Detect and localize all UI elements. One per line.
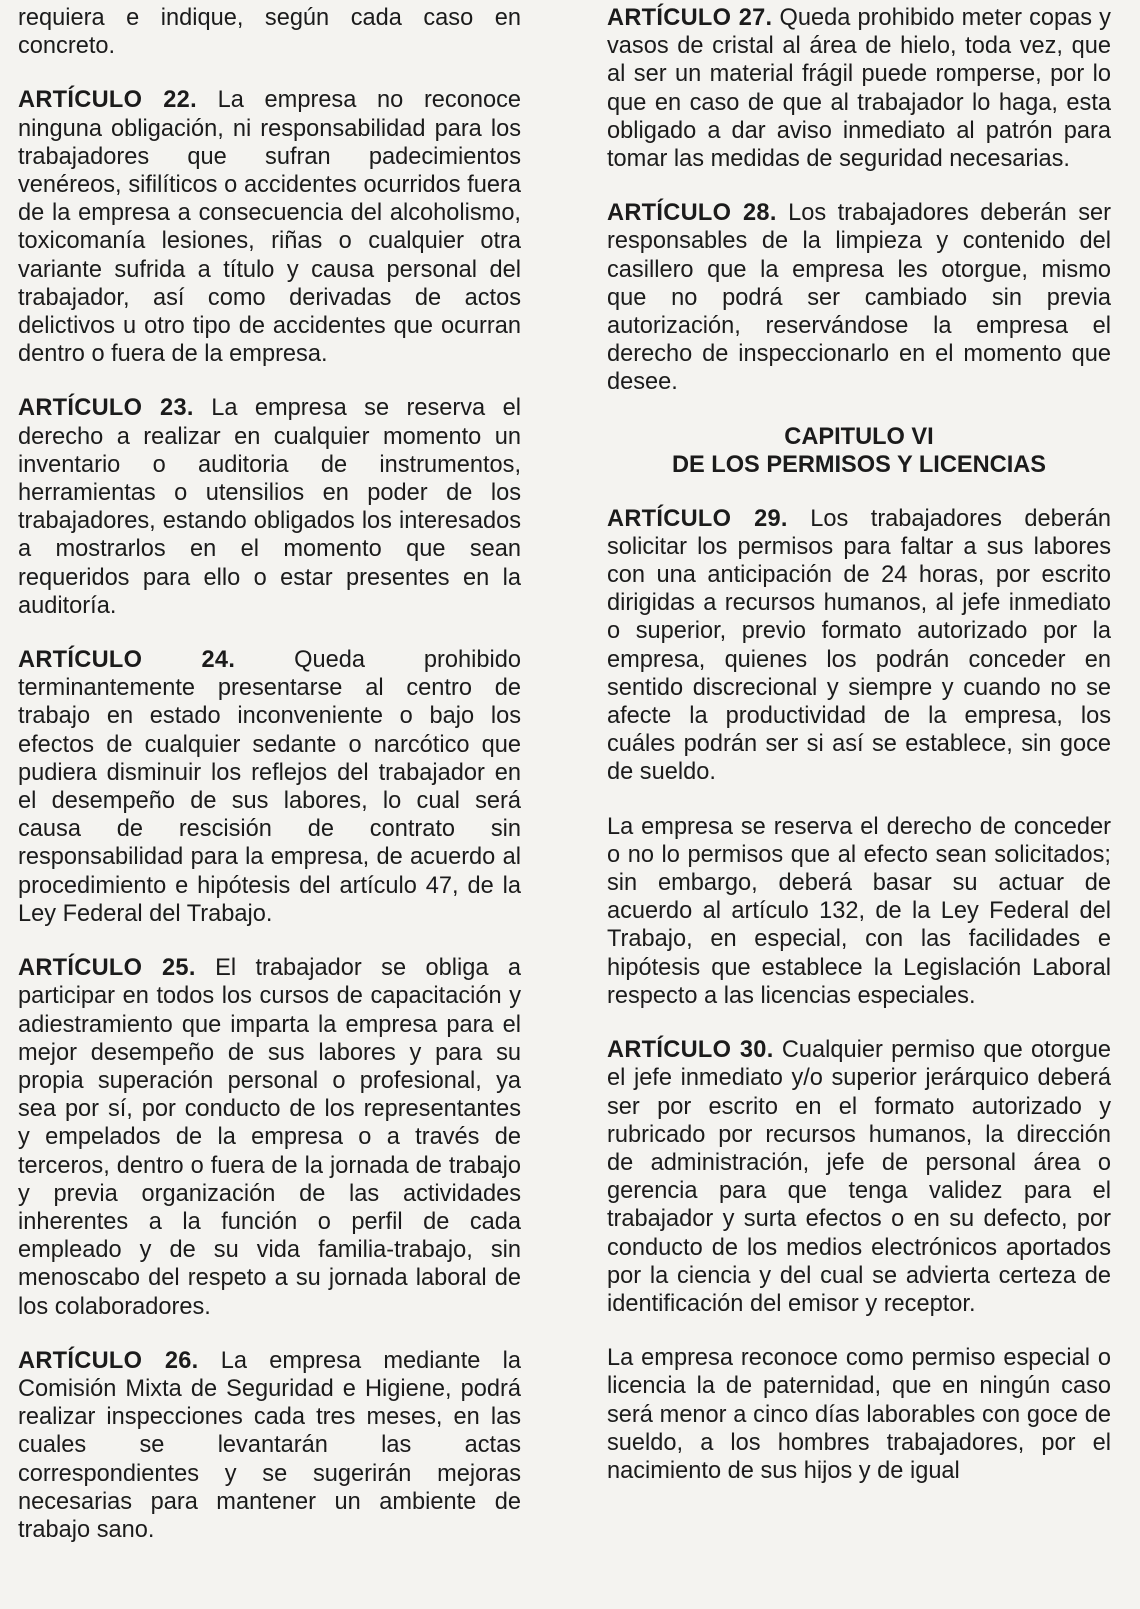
article-text: Los trabajadores deberán solicitar los permisos para faltar a sus labores con una anticipación de 24 horas, por escrito dirigidas a recursos humanos, al jefe inmediato o superior, previo formato autorizado por la empresa, quienes los podrán conceder en sentido discrecional y siempre y cuando no se afecte la productividad de la empresa, los cuáles podrán ser si así se establece, sin goce de sueldo.	[607, 505, 1111, 786]
article-text: El trabajador se obliga a participar en todos los cursos de capacitación y adiestramiento que imparta la empresa para el mejor desempeño de sus labores y para su propia superación personal o profesional, ya sea por sí, por conducto de los representantes y empelados de la empresa o a través de terceros, dentro o fuera de la jornada de trabajo y previa organización de las actividades inherentes a la función o perfil de cada empleado y de su vida familia-trabajo, sin menoscabo del respeto a su jornada laboral de los colaboradores.	[18, 955, 521, 1320]
left-column	[18, 4, 521, 1570]
article-22	[18, 86, 521, 368]
article-label: ARTÍCULO 23.	[18, 395, 194, 422]
article-label: ARTÍCULO 29.	[607, 505, 788, 532]
article-29-paragraph-2: La empresa se reserva el derecho de conceder o no lo permisos que al efecto sean solicitados; sin embargo, deberá basar su actuar de acuerdo al artículo 132, de la Ley Federal del Trabajo, en especial, con las facilidades e hipótesis que establece la Legislación Laboral respecto a las licencias especiales.	[607, 813, 1111, 1009]
article-label: ARTÍCULO 30.	[607, 1037, 774, 1064]
article-text: Los trabajadores deberán ser responsables de la limpieza y contenido del casillero que la empresa les otorgue, mismo que no podrá ser cambiado sin previa autorización, reservándose la empresa el derecho de inspeccionarlo en el momento que desee.	[607, 200, 1111, 396]
right-column	[607, 4, 1111, 1511]
article-26	[18, 1347, 521, 1544]
article-text: La empresa se reserva el derecho a realizar en cualquier momento un inventario o auditoria de instrumentos, herramientas o utensilios en poder de los trabajadores, estando obligados los interesados a mostrarlos en el momento que sean requeridos para ello o estar presentes en la auditoría.	[18, 395, 521, 619]
article-text: La empresa no reconoce ninguna obligación, ni responsabilidad para los trabajadores que sufran padecimientos venéreos, sifilíticos o accidentes ocurridos fuera de la empresa a consecuencia del alcoholismo, toxicomanía lesiones, riñas o cualquier otra variante sufrida a título y causa personal del trabajador, así como derivadas de actos delictivos u otro tipo de accidentes que ocurran dentro o fuera de la empresa.	[18, 87, 522, 368]
article-text: Queda prohibido terminantemente presentarse al centro de trabajo en estado inconveniente o bajo los efectos de cualquier sedante o narcótico que pudiera disminuir los reflejos del trabajador en el desempeño de sus labores, lo cual será causa de rescisión de contrato sin responsabilidad para la empresa, de acuerdo al procedimiento e hipótesis del artículo 47, de la Ley Federal del Trabajo.	[18, 647, 521, 927]
article-label: ARTÍCULO 26.	[18, 1347, 199, 1374]
article-label: ARTÍCULO 25.	[18, 955, 196, 982]
article-24	[18, 646, 521, 928]
chapter-heading	[607, 423, 1111, 479]
article-label: ARTÍCULO 28.	[607, 200, 777, 227]
article-text: La empresa mediante la Comisión Mixta de Seguridad e Higiene, podrá realizar inspecciones cada tres meses, en las cuales se levantarán las actas correspondientes y se sugerirán mejoras necesarias para mantener un ambiente de trabajo sano.	[18, 1347, 522, 1543]
article-29	[607, 505, 1111, 787]
article-label: ARTÍCULO 22.	[18, 87, 197, 114]
article-label: ARTÍCULO 24.	[18, 647, 236, 674]
article-25	[18, 954, 521, 1321]
article-23	[18, 394, 521, 620]
article-30	[607, 1036, 1111, 1318]
article-30-paragraph-2: La empresa reconoce como permiso especial o licencia la de paternidad, que en ningún caso será menor a cinco días laborables con goce de sueldo, a los hombres trabajadores, por el nacimiento de sus hijos y de igual	[607, 1345, 1111, 1484]
article-text: Queda prohibido meter copas y vasos de cristal al área de hielo, toda vez, que al ser un material frágil puede romperse, por lo que en caso de que al trabajador lo haga, esta obligado a dar aviso inmediato al patrón para tomar las medidas de seguridad necesarias.	[607, 5, 1111, 173]
article-label: ARTÍCULO 27.	[607, 5, 773, 31]
chapter-number: CAPITULO VI	[784, 423, 934, 450]
chapter-title: DE LOS PERMISOS Y LICENCIAS	[671, 451, 1047, 478]
article-27	[607, 4, 1111, 173]
article-28	[607, 199, 1111, 396]
intro-paragraph: requiera e indique, según cada caso en concreto.	[18, 5, 521, 60]
article-text: Cualquier permiso que otorgue el jefe inmediato y/o superior jerárquico deberá ser por escrito en el formato autorizado y rubricado por recursos humanos, la dirección de administración, jefe de personal área o gerencia para que tenga validez para el trabajador y surta efectos o en su defecto, por conducto de los medios electrónicos aportados por la ciencia y del cual se advierta certeza de identificación del emisor y receptor.	[607, 1037, 1111, 1317]
